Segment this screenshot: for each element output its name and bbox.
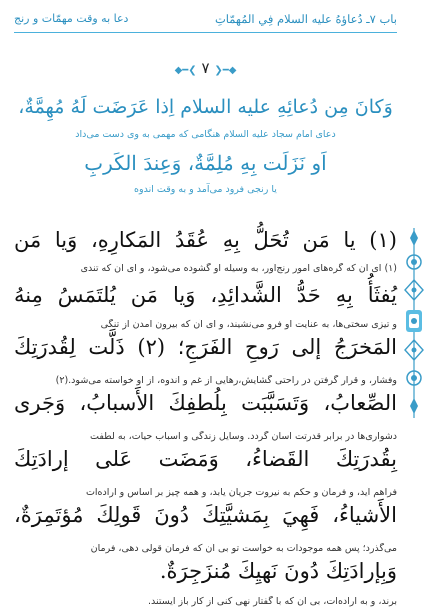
side-ornament-icon [399, 228, 429, 418]
persian-line: فراهم آید، و فرمان و حکم به نیروت جریان یابد، و همه چیز بر اساس و اراده‌ات [85, 487, 397, 498]
chapter-title: باب ۷ـ دُعاؤهُ عليه السلام فِي المُهمّاتِ [214, 12, 397, 26]
ornament-left-icon: ◆━❮ [174, 65, 197, 76]
arabic-line: (۱) يا مَن تُحَلُّ بِهِ عُقَدُ المَكارِهِ، وَيا مَن [14, 228, 397, 252]
persian-line: (۱) ای آن که گره‌های امور رنج‌آور، به وسیله او گشوده می‌شود، و ای آن که تندی [80, 263, 397, 274]
page-header [14, 0, 397, 36]
persian-line: وفشار، و قرار گرفتن در راحتی گشایش،رهایی از غم و اندوه، از او خواسته می‌شود.(۲) [55, 375, 397, 386]
ornament-right-icon: ❯━◆ [214, 65, 237, 76]
persian-line: دشواری‌ها در برابر قدرتت آسان گردد. وسایل زندگی و اسباب حیات، به لطفت [90, 431, 397, 442]
persian-line: می‌گذرد؛ پس همه موجودات به خواست تو بی آن که فرمان قولی دهی، فرمان [90, 543, 397, 554]
persian-line: و تیزی سختی‌ها، به عنایت او فرو می‌نشیند، و ای آن که بیرون آمدن از تنگی [100, 319, 397, 330]
arabic-line: بِقُدرَتِكَ القَضاءُ، وَمَضَت عَلى إرادَتِكَ [14, 447, 397, 471]
arabic-line: الأَشياءُ، فَهِيَ بِمَشيَّتِكَ دُونَ قَولِكَ مُؤتَمِرَةٌ، [14, 503, 397, 527]
arabic-line: وَبِإرادَتِكَ دُونَ نَهيِكَ مُنزَجِرَةٌ. [159, 559, 397, 583]
arabic-line: الصِّعابُ، وَتَسَبَّبَت بِلُطفِكَ الأَسبابُ، وَجَرى [14, 391, 397, 415]
prayer-number-badge [0, 59, 411, 77]
title-arabic-2: اَو نَزَلَت بِهِ مُلِمَّةٌ، وَعِندَ الكَربِ [84, 151, 327, 175]
persian-line: برند، و به اراده‌ات، بی آن که با گفتار نهی کنی از کار باز ایستند. [147, 596, 397, 607]
prayer-number: ۷ [201, 59, 210, 77]
chapter-subject: دعا به وقت مهمّات و رنج [14, 12, 129, 25]
title-persian-1: دعای امام سجاد علیه السلام هنگامی که مهمی به وی دست می‌داد [75, 129, 336, 140]
header-divider [14, 32, 397, 33]
title-persian-2: یا رنجی فرود می‌آمد و به وقت اندوه [134, 184, 277, 195]
arabic-line: يُفثَأُ بِهِ حَدُّ الشَّدائِدِ، وَيا مَن يُلتَمَسُ مِنهُ [14, 283, 397, 307]
arabic-line: المَخرَجُ إلى رَوحِ الفَرَجِ؛ (۲) ذَلَّت لِقُدرَتِكَ [14, 335, 397, 359]
title-arabic-1: وَكانَ مِن دُعائِهِ عليه السلام اِذا عَرَضَت لَهُ مُهِمَّةٌ، [18, 96, 393, 118]
